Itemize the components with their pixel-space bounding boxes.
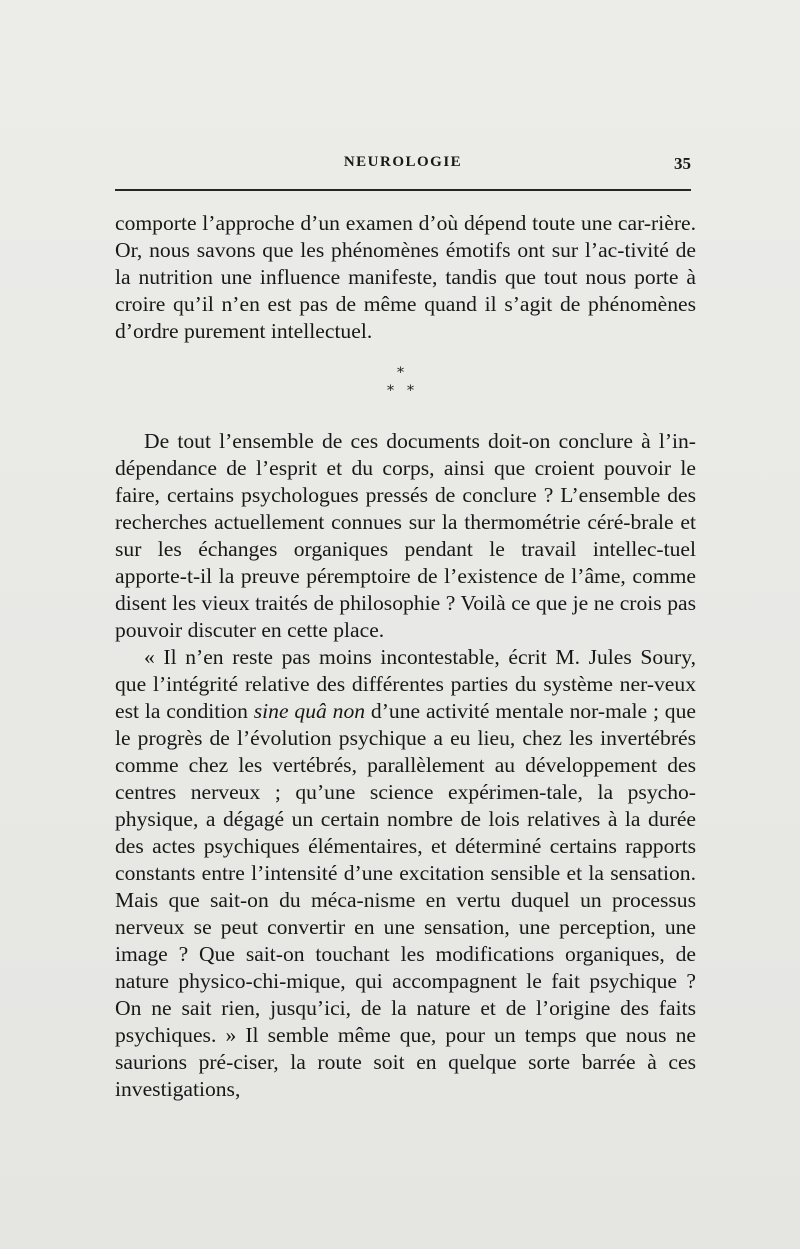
text-block-continuation <box>115 210 696 345</box>
page-number: 35 <box>674 154 691 173</box>
italic-phrase: sine quâ non <box>253 699 366 723</box>
paragraph: De tout l’ensemble de ces documents doit-on conclure à l’in-dépendance de l’esprit et du corps, ainsi que croient pouvoir le faire, certains psychologues pressés de conclure ? L’ensemble des recherches actuellement connues sur la thermométrie céré-brale et sur les échanges organiques pendant le travail intellec-tuel apporte-t-il la preuve péremptoire de l’existence de l’âme, comme disent les vieux traités de philosophie ? Voilà ce que je ne crois pas pouvoir discuter en cette place. <box>115 429 696 642</box>
page-header <box>115 154 691 186</box>
asterisk-icon: * <box>397 365 404 381</box>
quote-paragraph <box>115 644 696 1103</box>
quote-text-end: d’une activité mentale nor-male ; que le progrès de l’évolution psychique a eu lieu, chez les invertébrés comme chez les vertébrés, parallèlement au développement des centres nerveux ; qu’une science expérimen-tale, la psycho-physique, a dégagé un certain nombre de lois relatives à la durée des actes psychiques élémentaires, et déterminé certains rapports constants entre l’intensité d’une excitation sensible et la sensation. Mais que sait-on du méca-nisme en vertu duquel un processus nerveux se peut convertir en une sensation, une perception, une image ? Que sait-on touchant les modifications organiques, de nature physico-chi-mique, qui accompagnent le fait psychique ? On ne sait rien, jusqu’ici, de la nature et de l’origine des faits psychiques. » Il semble même que, pour un temps que nous ne saurions pré-ciser, la route soit en quelque sorte barrée à ces investigations, <box>115 699 696 1101</box>
asterisk-icon: * <box>387 383 394 399</box>
section-break-asterism <box>380 366 420 404</box>
running-title: NEUROLOGIE <box>343 154 463 170</box>
header-rule <box>115 189 691 191</box>
quote-text-start: « Il n’en reste pas moins incontestable, écrit M. Jules Soury, que l’intégrité relative des différentes parties du système ner-veux est la condition <box>115 645 696 723</box>
text-block-main <box>115 428 696 1103</box>
paragraph: comporte l’approche d’un examen d’où dépend toute une car-rière. Or, nous savons que les phénomènes émotifs ont sur l’ac-tivité de la nutrition une influence manifeste, tandis que tout nous porte à croire qu’il n’en est pas de même quand il s’agit de phénomènes d’ordre purement intellectuel. <box>115 211 696 343</box>
asterisk-icon: * <box>407 383 414 399</box>
